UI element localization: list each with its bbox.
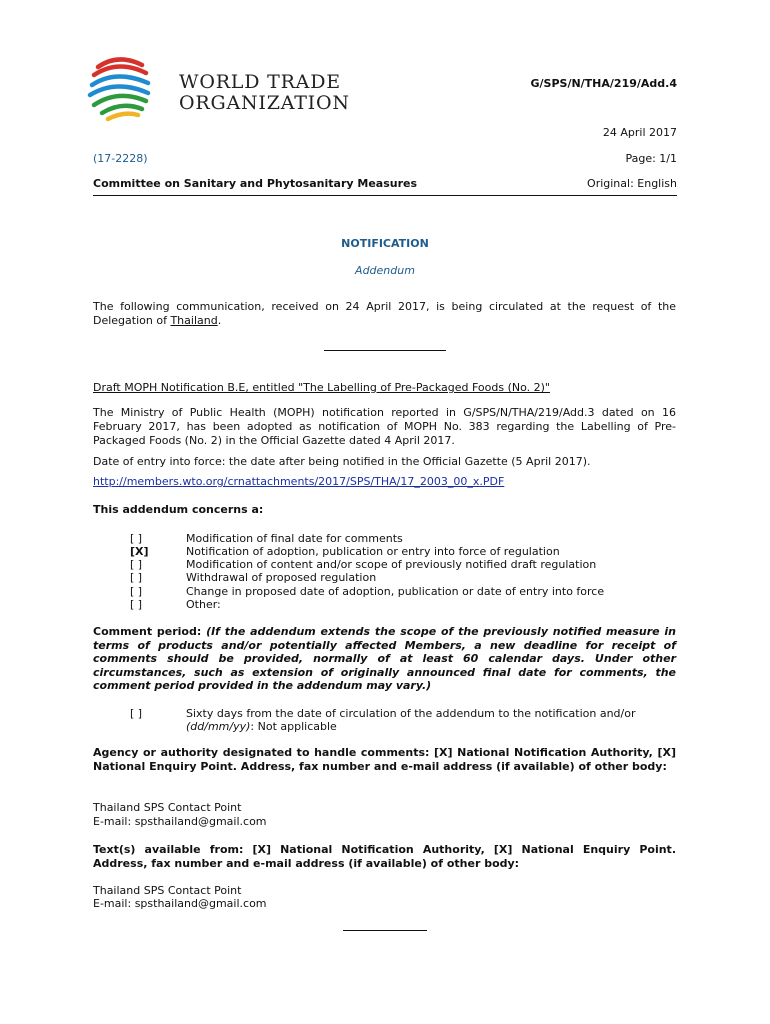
attachment-link[interactable]: http://members.wto.org/crnattachments/2017/SPS/THA/17_2003_00_x.PDF [93,475,505,488]
concern-label: Withdrawal of proposed regulation [186,571,377,584]
concern-label: Other: [186,598,221,611]
document-date: 24 April 2017 [602,126,677,139]
date-format: (dd/mm/yy) [186,720,251,733]
wto-logo-text [179,72,350,114]
notification-title: NOTIFICATION [341,237,429,250]
header-divider [93,195,677,196]
page-indicator: Page: 1/1 [625,152,677,165]
addendum-subtitle: Addendum [355,264,415,277]
checkbox[interactable]: [ ] [130,558,143,571]
checkbox[interactable]: [ ] [130,571,143,584]
checkbox-checked[interactable]: [X] [130,545,149,558]
concerns-heading: This addendum concerns a: [93,503,264,516]
notification-subject-title: Draft MOPH Notification B.E, entitled "The Labelling of Pre-Packaged Foods (No. 2)" [93,381,550,394]
concern-label: Change in proposed date of adoption, publication or date of entry into force [186,585,605,598]
org-name-line1: WORLD TRADE [179,71,341,93]
section-separator [324,350,446,351]
comment-period-text: (If the addendum extends the scope of the previously notified measure in terms of products and/or potentially affected Members, a new deadline for receipt of comments should be provided, normally of at least 60 calendar days. Under other circumstances, such as extension of originally announced final date for comments, the comment period provided in the addendum may vary.) [93,625,677,692]
checkbox[interactable]: [ ] [130,707,143,720]
intro-paragraph [93,300,676,328]
wto-logo-icon [84,55,164,125]
comment-period-paragraph [93,625,676,693]
committee-name: Committee on Sanitary and Phytosanitary Measures [93,177,418,190]
original-language: Original: English [587,177,677,190]
intro-end: . [217,314,222,327]
texts-contact-name: Thailand SPS Contact Point [93,884,242,897]
checkbox[interactable]: [ ] [130,585,143,598]
agency-contact-name: Thailand SPS Contact Point [93,801,242,814]
texts-available-heading: Text(s) available from: [X] National Notification Authority, [X] National Enquiry Point. Address, fax number and e-mail address (if available) of other body: [93,843,676,870]
document-symbol: G/SPS/N/THA/219/Add.4 [530,77,677,90]
comment-period-option-label [186,707,686,733]
country-name: Thailand [170,314,218,327]
texts-contact-email: E-mail: spsthailand@gmail.com [93,897,267,910]
intro-text: The following communication, received on 24 April 2017, is being circulated at the request of the Delegation of [93,300,676,327]
entry-into-force: Date of entry into force: the date after being notified in the Official Gazette (5 April 2017). [93,455,591,468]
document-number: (17-2228) [93,152,148,165]
wto-logo [84,55,350,125]
checkbox[interactable]: [ ] [130,598,143,611]
concern-label: Modification of content and/or scope of previously notified draft regulation [186,558,597,571]
agency-contact-email: E-mail: spsthailand@gmail.com [93,815,267,828]
checkbox[interactable]: [ ] [130,532,143,545]
org-name-line2: ORGANIZATION [179,92,350,114]
agency-heading: Agency or authority designated to handle comments: [X] National Notification Authority, [X] National Enquiry Point. Address, fax number and e-mail address (if available) of other body: [93,746,676,773]
concern-label: Modification of final date for comments [186,532,403,545]
concern-label: Notification of adoption, publication or entry into force of regulation [186,545,560,558]
option-value: : Not applicable [250,720,337,733]
notification-body: The Ministry of Public Health (MOPH) notification reported in G/SPS/N/THA/219/Add.3 dated on 16 February 2017, has been adopted as notification of MOPH No. 383 regarding the Labelling of Pre-Packaged Foods (No. 2) in the Official Gazette dated 4 April 2017. [93,406,676,447]
comment-period-label: Comment period: [93,625,207,638]
end-separator [343,930,427,931]
option-text: Sixty days from the date of circulation of the addendum to the notification and/or [186,707,636,720]
